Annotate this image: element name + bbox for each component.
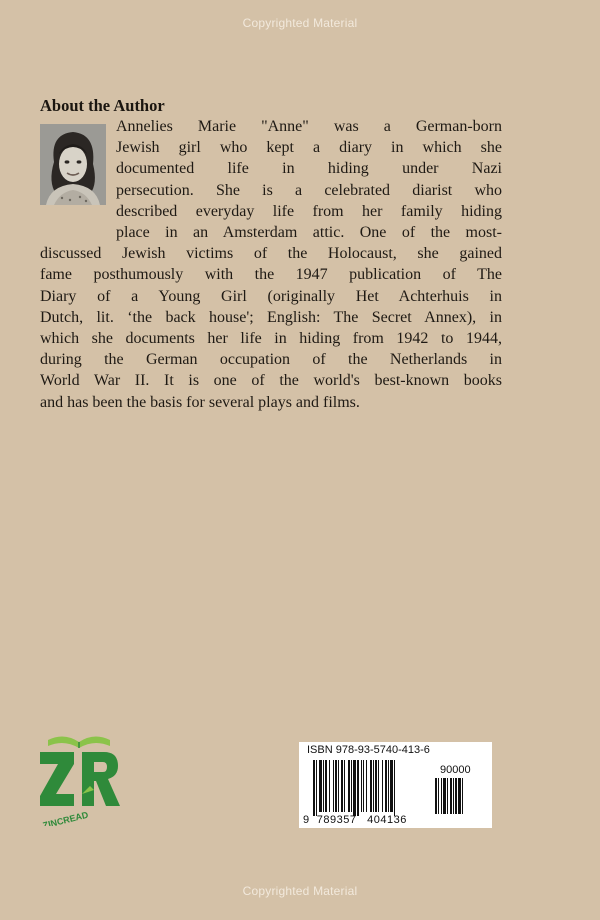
author-biography: [40, 116, 502, 413]
barcode-bar: [394, 760, 395, 816]
barcode-bar: [378, 760, 379, 812]
bio-line: during the German occupation of the Netherlands in: [40, 351, 502, 369]
about-author-heading: About the Author: [40, 96, 165, 115]
logo-wordmark: ZINCREAD: [41, 809, 90, 826]
barcode-bar: [348, 760, 350, 812]
barcode-bar: [344, 760, 345, 812]
barcode-digits-left: 789357: [316, 814, 357, 826]
barcode-addon-bar: [438, 778, 439, 814]
barcode-bar: [361, 760, 362, 812]
bio-line: discussed Jewish victims of the Holocaust, she gained: [40, 245, 502, 263]
bio-line: persecution. She is a celebrated diarist who: [116, 181, 502, 199]
barcode-addon-bar: [458, 778, 461, 814]
barcode-addon-bar: [450, 778, 452, 814]
barcode-bar: [323, 760, 324, 812]
barcode-bar: [388, 760, 389, 812]
bio-line: described everyday life from her family hiding: [116, 202, 502, 220]
bio-line: and has been the basis for several plays and films.: [40, 393, 360, 411]
bio-line: place in an Amsterdam attic. One of the most-: [116, 224, 502, 242]
barcode-addon-bar: [435, 778, 437, 814]
barcode-bar: [353, 760, 356, 816]
barcode-bar: [357, 760, 359, 816]
barcode-bar: [319, 760, 322, 812]
barcode-bar: [338, 760, 339, 812]
price-code: 90000: [440, 764, 471, 776]
bio-line: documented life in hiding under Nazi: [116, 160, 502, 178]
barcode-addon-bar: [453, 778, 454, 814]
author-portrait-icon: [40, 124, 106, 205]
barcode-bar: [363, 760, 364, 812]
barcode-bar: [370, 760, 372, 812]
isbn-label: ISBN 978-93-5740-413-6: [307, 744, 430, 756]
barcode-bar: [375, 760, 377, 812]
bio-line: Jewish girl who kept a diary in which she: [116, 139, 502, 157]
barcode-addon-bar: [455, 778, 457, 814]
barcode-bar: [335, 760, 337, 812]
barcode-addon-bar: [441, 778, 442, 814]
barcode-bar: [313, 760, 315, 816]
barcode-bar: [351, 760, 352, 812]
barcode-addon-bar: [443, 778, 446, 814]
barcode-bar: [329, 760, 330, 812]
bio-line: Diary of a Young Girl (originally Het Achterhuis in: [40, 287, 502, 305]
barcode-digits-right: 404136: [367, 814, 407, 826]
bio-line: World War II. It is one of the world's best-known books: [40, 372, 502, 390]
barcode-bar: [373, 760, 374, 812]
barcode-bar: [333, 760, 334, 812]
zincread-logo-icon: [34, 726, 124, 826]
watermark-top: Copyrighted Material: [242, 16, 358, 30]
barcode-bar: [366, 760, 367, 812]
bio-line: Dutch, lit. ‘the back house'; English: The Secret Annex), in: [40, 308, 502, 326]
barcode-digit-first: 9: [303, 814, 310, 826]
barcode-bar: [382, 760, 383, 812]
bio-line: which she documents her life in hiding from 1942 to 1944,: [40, 330, 502, 348]
barcode-addon-bar: [447, 778, 448, 814]
barcode-bar: [390, 760, 393, 812]
barcode-digits: [303, 814, 407, 826]
barcode-addon-bar: [462, 778, 463, 814]
watermark-bottom: Copyrighted Material: [242, 884, 358, 898]
barcode-bar: [316, 760, 317, 816]
barcode-bar: [341, 760, 343, 812]
barcode-bar: [325, 760, 327, 812]
barcode-bar: [385, 760, 387, 812]
isbn-barcode: [299, 742, 492, 828]
bio-line: Annelies Marie "Anne" was a German-born: [116, 118, 502, 135]
bio-line: fame posthumously with the 1947 publication of The: [40, 266, 502, 284]
